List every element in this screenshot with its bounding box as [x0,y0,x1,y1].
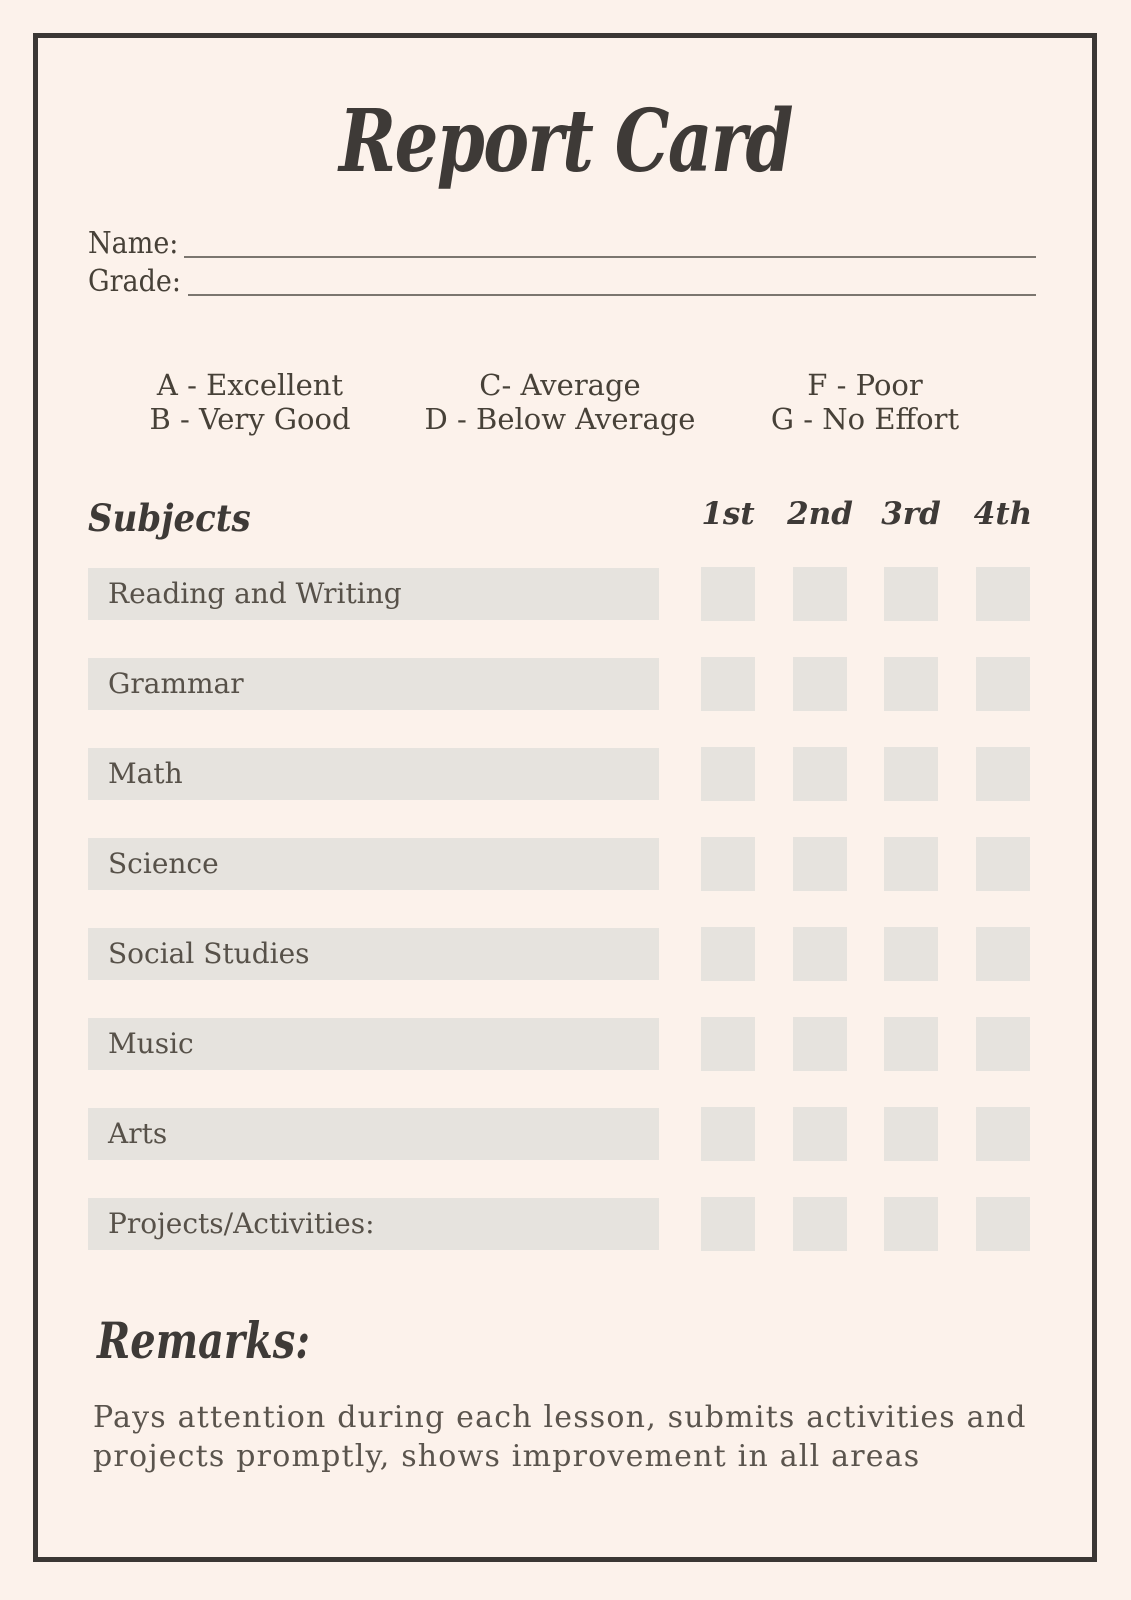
grade-box-1st[interactable] [701,927,755,981]
grade-box-2nd[interactable] [793,837,847,891]
grade-box-3rd[interactable] [884,1017,938,1071]
legend-column-ab [130,368,370,436]
grade-box-2nd[interactable] [793,1017,847,1071]
subject-name-cell [88,928,659,980]
grade-box-3rd[interactable] [884,567,938,621]
subject-label: Math [108,757,183,790]
name-input-line[interactable] [184,256,1036,258]
legend-entry-a: A - Excellent [156,368,344,402]
subject-name-cell [88,658,659,710]
subject-name-cell [88,1198,659,1250]
grade-box-4th[interactable] [976,657,1030,711]
grade-box-4th[interactable] [976,1107,1030,1161]
remarks-line: Pays attention during each lesson, submits activities and [93,1400,1027,1435]
grade-box-4th[interactable] [976,567,1030,621]
subject-label: Reading and Writing [108,577,402,610]
grade-box-4th[interactable] [976,1017,1030,1071]
quarter-header-2nd: 2nd [787,496,853,532]
subject-row [0,1107,1131,1161]
subject-row [0,747,1131,801]
subject-name-cell [88,1108,659,1160]
legend-entry-d: D - Below Average [424,402,696,436]
legend-entry-g: G - No Effort [770,402,960,436]
legend-entry-c: C- Average [479,368,641,402]
grade-box-1st[interactable] [701,657,755,711]
grade-box-2nd[interactable] [793,567,847,621]
subject-name-cell [88,748,659,800]
subject-row [0,837,1131,891]
grade-box-3rd[interactable] [884,1197,938,1251]
page-title: Report Card [338,91,793,192]
legend-column-cd [415,368,705,436]
subject-row [0,657,1131,711]
quarter-header-1st: 1st [701,496,755,532]
grade-box-2nd[interactable] [793,1197,847,1251]
grade-box-4th[interactable] [976,747,1030,801]
grade-box-1st[interactable] [701,747,755,801]
name-label: Name: [88,226,179,261]
subject-name-cell [88,568,659,620]
remarks-heading: Remarks: [97,1311,311,1370]
grade-box-3rd[interactable] [884,927,938,981]
subject-label: Grammar [108,667,244,700]
legend-entry-b: B - Very Good [149,402,351,436]
subject-row [0,567,1131,621]
grade-box-4th[interactable] [976,927,1030,981]
grade-box-1st[interactable] [701,1197,755,1251]
grade-box-2nd[interactable] [793,747,847,801]
grade-box-4th[interactable] [976,837,1030,891]
subject-label: Social Studies [108,937,310,970]
subject-row [0,927,1131,981]
subject-label: Music [108,1027,194,1060]
grade-box-3rd[interactable] [884,837,938,891]
subject-label: Projects/Activities: [108,1207,375,1240]
remarks-line: projects promptly, shows improvement in all areas [93,1439,921,1474]
grade-label: Grade: [88,264,181,299]
subject-row [0,1017,1131,1071]
grade-box-1st[interactable] [701,837,755,891]
legend-column-fg [740,368,990,436]
grade-box-3rd[interactable] [884,657,938,711]
grade-box-3rd[interactable] [884,1107,938,1161]
grade-box-3rd[interactable] [884,747,938,801]
remarks-body [93,1398,1093,1476]
subject-label: Science [108,847,219,880]
subjects-heading: Subjects [88,496,251,540]
grade-box-1st[interactable] [701,1107,755,1161]
grade-box-2nd[interactable] [793,927,847,981]
subject-name-cell [88,1018,659,1070]
subject-row [0,1197,1131,1251]
subject-label: Arts [108,1117,168,1150]
grade-box-1st[interactable] [701,1017,755,1071]
grade-input-line[interactable] [188,294,1036,296]
quarter-header-4th: 4th [973,496,1033,532]
legend-entry-f: F - Poor [807,368,923,402]
grade-box-1st[interactable] [701,567,755,621]
grade-box-2nd[interactable] [793,657,847,711]
quarter-header-3rd: 3rd [881,496,941,532]
grade-box-4th[interactable] [976,1197,1030,1251]
grade-box-2nd[interactable] [793,1107,847,1161]
subject-name-cell [88,838,659,890]
